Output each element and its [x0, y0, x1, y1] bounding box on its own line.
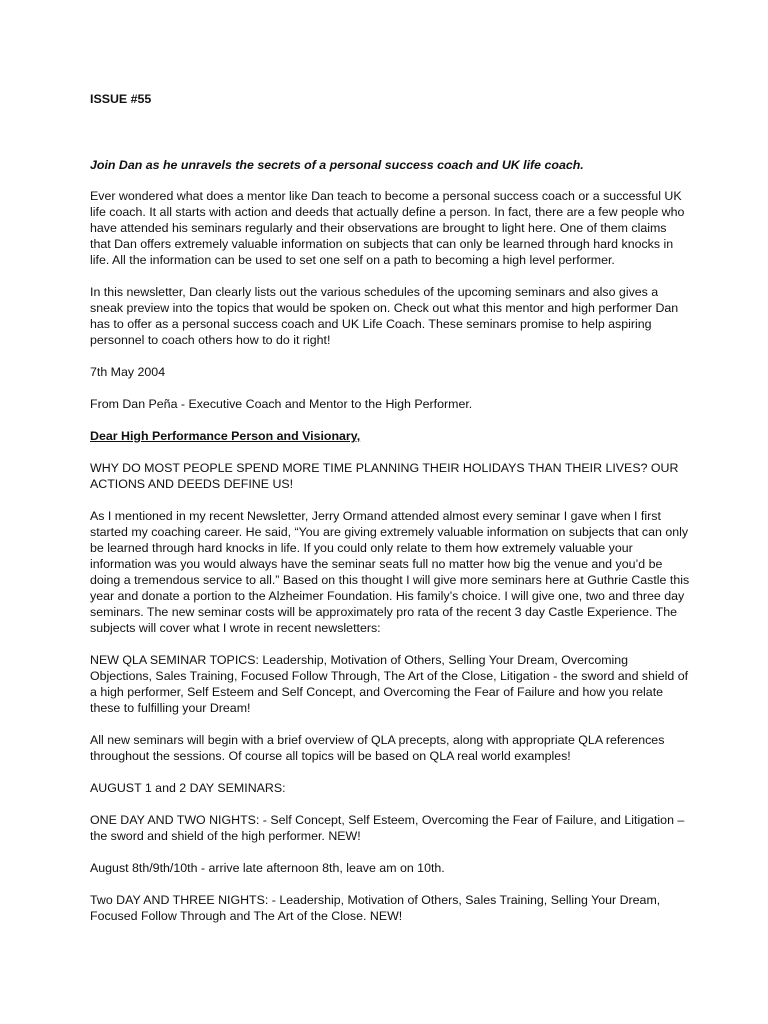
one-day-paragraph: ONE DAY AND TWO NIGHTS: - Self Concept, Self Esteem, Overcoming the Fear of Failure, and Litigation – the sword and shield of the high performer. NEW! — [90, 813, 685, 843]
why-paragraph: WHY DO MOST PEOPLE SPEND MORE TIME PLANNING THEIR HOLIDAYS THAN THEIR LIVES? OUR ACTIONS AND DEEDS DEFINE US! — [90, 461, 679, 491]
document-page — [90, 91, 690, 940]
august-dates-line: August 8th/9th/10th - arrive late afternoon 8th, leave am on 10th. — [90, 861, 445, 875]
two-day-paragraph: Two DAY AND THREE NIGHTS: - Leadership, Motivation of Others, Sales Training, Selling Your Dream, Focused Follow Through and The Art of the Close. NEW! — [90, 893, 661, 923]
from-line: From Dan Peña - Executive Coach and Mentor to the High Performer. — [90, 397, 473, 411]
topics-paragraph: NEW QLA SEMINAR TOPICS: Leadership, Motivation of Others, Selling Your Dream, Overcoming Objections, Sales Training, Focused Follow Through, The Art of the Close, Litigation - the sword and shield of a high performer, Self Esteem and Self Concept, and Overcoming the Fear of Failure and how you relate these to fulfilling your Dream! — [90, 653, 689, 715]
date-line: 7th May 2004 — [90, 365, 166, 379]
issue-number: ISSUE #55 — [90, 92, 152, 106]
headline: Join Dan as he unravels the secrets of a personal success coach and UK life coach. — [90, 158, 584, 172]
august-heading: AUGUST 1 and 2 DAY SEMINARS: — [90, 781, 286, 795]
mentioned-paragraph: As I mentioned in my recent Newsletter, Jerry Ormand attended almost every seminar I gave when I first started my coaching career. He said, “You are giving extremely valuable information on subjects that can only be learned through hard knocks in life. If you could only relate to them how extremely valuable your information was you would always have the seminar seats full no matter how big the venue and you’d be doing a tremendous service to all.” Based on this thought I will give more seminars here at Guthrie Castle this year and donate a portion to the Alzheimer Foundation. His family’s choice. I will give one, two and three day seminars. The new seminar costs will be approximately pro rata of the recent 3 day Castle Experience. The subjects will cover what I wrote in recent newsletters: — [90, 509, 690, 635]
salutation: Dear High Performance Person and Visionary, — [90, 429, 361, 443]
intro-paragraph: Ever wondered what does a mentor like Dan teach to become a personal success coach or a successful UK life coach. It all starts with action and deeds that actually define a person. In fact, there are a few people who have attended his seminars regularly and their observations are brought to light here. One of them claims that Dan offers extremely valuable information on subjects that can only be learned through hard knocks in life. All the information can be used to set one self on a path to becoming a high level performer. — [90, 189, 685, 267]
newsletter-paragraph: In this newsletter, Dan clearly lists out the various schedules of the upcoming seminars and also gives a sneak preview into the topics that would be spoken on. Check out what this mentor and high performer Dan has to offer as a personal success coach and UK Life Coach. These seminars promise to help aspiring personnel to coach others how to do it right! — [90, 285, 679, 347]
overview-paragraph: All new seminars will begin with a brief overview of QLA precepts, along with appropriate QLA references throughout the sessions. Of course all topics will be based on QLA real world examples! — [90, 733, 665, 763]
